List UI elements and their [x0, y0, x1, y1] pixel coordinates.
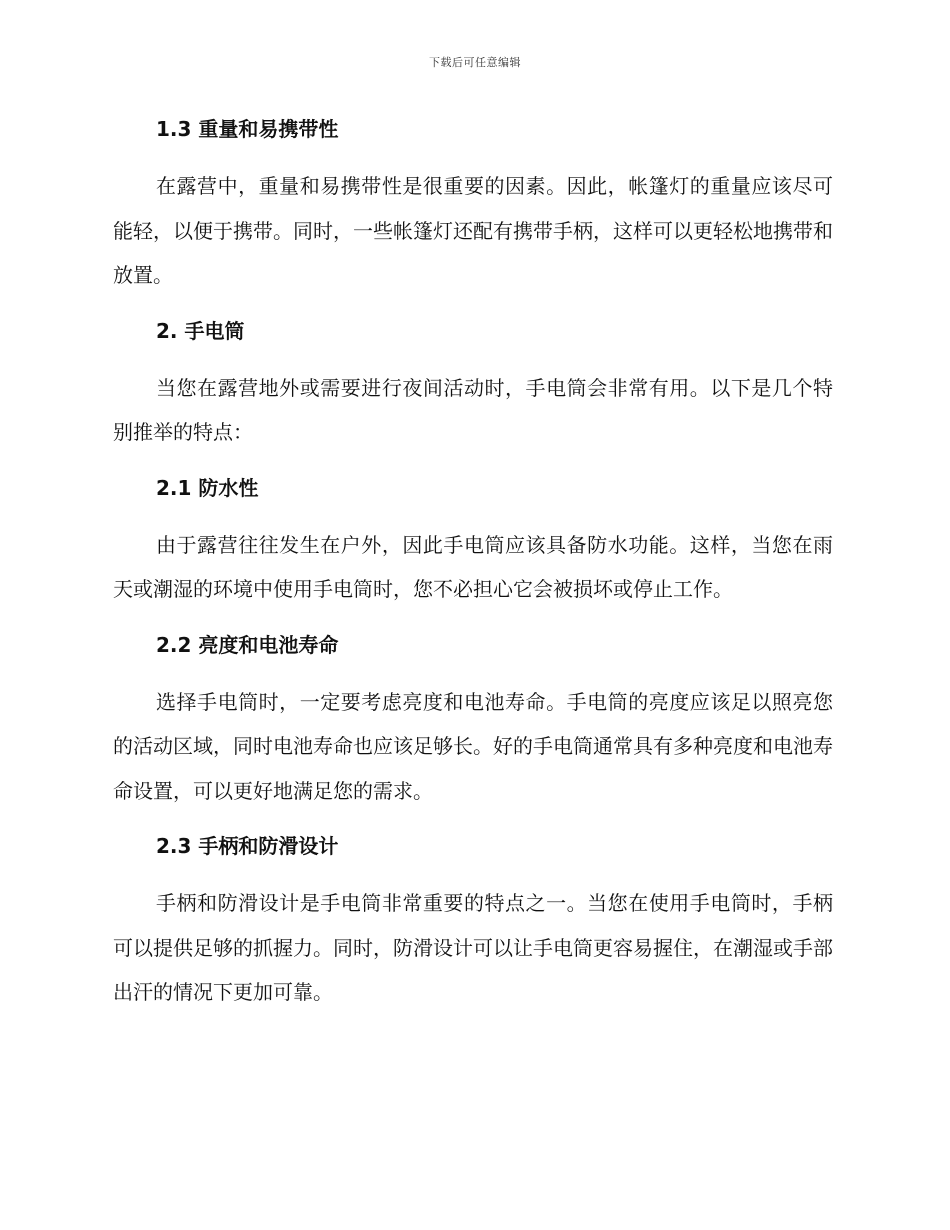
document-body	[113, 112, 833, 1015]
section-paragraph-2: 当您在露营地外或需要进行夜间活动时，手电筒会非常有用。以下是几个特别推举的特点：	[113, 375, 833, 444]
section-heading-2: 2. 手电筒	[156, 318, 245, 343]
section-heading-2-3: 2.3 手柄和防滑设计	[156, 834, 339, 858]
section-heading-2-1: 2.1 防水性	[156, 475, 259, 500]
section-paragraph-2-1: 由于露营往往发生在户外，因此手电筒应该具备防水功能。这样，当您在雨天或潮湿的环境中使用手电筒时，您不必担心它会被损坏或停止工作。	[113, 532, 833, 601]
section-heading-2-2: 2.2 亮度和电池寿命	[156, 632, 339, 657]
section-heading-1-3: 1.3 重量和易携带性	[156, 117, 339, 141]
section-paragraph-2-3: 手柄和防滑设计是手电筒非常重要的特点之一。当您在使用手电筒时，手柄可以提供足够的抓握力。同时，防滑设计可以让手电筒更容易握住，在潮湿或手部出汗的情况下更加可靠。	[113, 891, 833, 1004]
section-paragraph-2-2: 选择手电筒时，一定要考虑亮度和电池寿命。手电筒的亮度应该足以照亮您的活动区域，同时电池寿命也应该足够长。好的手电筒通常具有多种亮度和电池寿命设置，可以更好地满足您的需求。	[113, 689, 833, 803]
section-paragraph-1-3: 在露营中，重量和易携带性是很重要的因素。因此，帐篷灯的重量应该尽可能轻，以便于携带。同时，一些帐篷灯还配有携带手柄，这样可以更轻松地携带和放置。	[113, 174, 833, 287]
page-header: 下载后可任意编辑	[429, 56, 521, 69]
